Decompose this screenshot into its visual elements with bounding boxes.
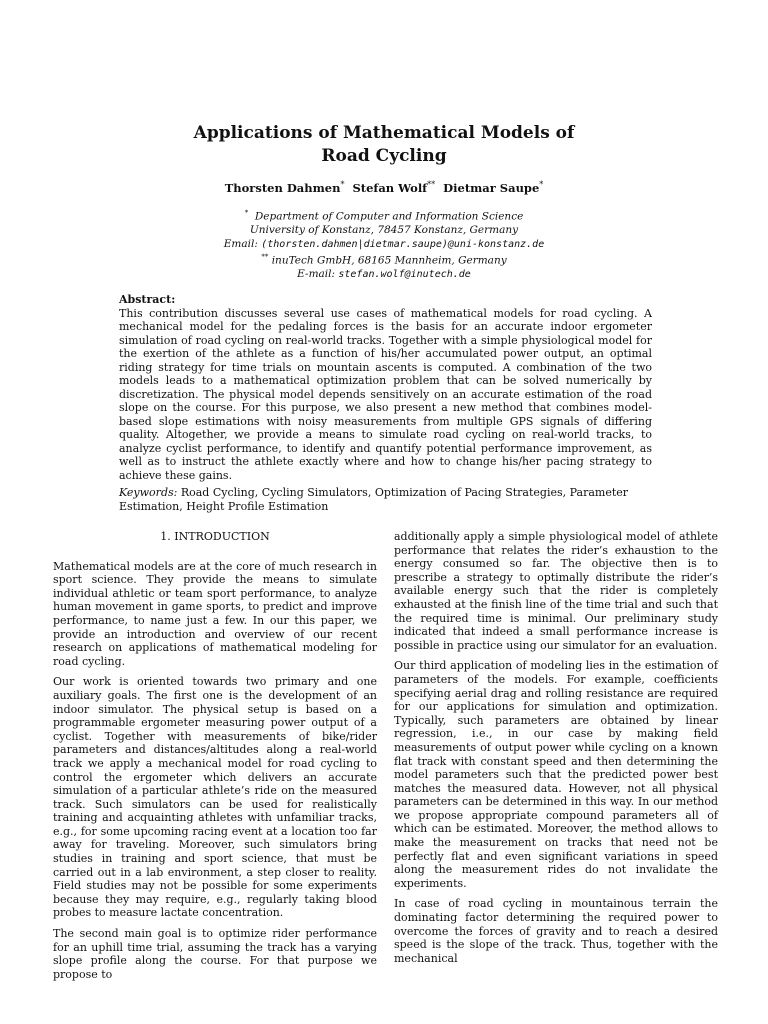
author-mark: * (340, 180, 345, 189)
title-line-1: Applications of Mathematical Models of (193, 123, 575, 143)
author-name: Stefan Wolf (352, 180, 428, 195)
email-address[interactable]: (thorsten.dahmen|dietmar.saupe)@uni-konstanz.de (261, 238, 545, 250)
affiliation-line-4: ** inuTech GmbH, 68165 Mannheim, Germany (261, 253, 507, 267)
affiliation-email-2: E-mail: stefan.wolf@inutech.de (297, 268, 471, 280)
abstract-text: This contribution discusses several use cases of mathematical models for road cycling. A mechanical model for the pedaling forces is the basis for an accurate indoor ergometer simulation of road cycling on real-world tracks. Together with a simple physiological model for the exertion of the athlete as a function of his/her accumulated power output, an optimal riding strategy for time trials on mountain ascents is computed. A combination of the two models leads to a mathematical optimization problem that can be solved numerically by discretization. The physical model depends sensitively on an accurate estimation of the road slope on the course. For this purpose, we also present a new method that combines model-based slope estimations with noisy measurements from multiple GPS signals of differing quality. Altogether, we provide a means to simulate road cycling on real-world tracks, to analyze cyclist performance, to identify and quantify potential performance improvement, as well as to instruct the athlete exactly where and how to change his/her pacing strategy to achieve these gains. (119, 306, 652, 482)
affiliation-email-1: Email: (thorsten.dahmen|dietmar.saupe)@uni-konstanz.de (223, 237, 545, 250)
affiliation-line-2: University of Konstanz, 78457 Konstanz, Germany (249, 224, 519, 236)
author-name: Thorsten Dahmen (224, 180, 341, 195)
body-paragraph: Mathematical models are at the core of much research in sport science. They provide the means to simulate individual athletic or team sport performance, to analyze human movement in game sports, to predict and improve performance, to name just a few. In our this paper, we provide an introduction and overview of our recent research on applications of mathematical modeling for road cycling. (53, 559, 377, 668)
keywords-text: Road Cycling, Cycling Simulators, Optimization of Pacing Strategies, Parameter Estimation, Height Profile Estimation (119, 486, 629, 513)
author-list (0, 180, 768, 195)
affiliation-mark: * (244, 209, 249, 217)
body-paragraph: Our third application of modeling lies in the estimation of parameters of the models. For example, coefficients specifying aerial drag and rolling resistance are required for our applications for simulation and optimization. Typically, such parameters are obtained by linear regression, i.e., in our case by making field measurements of output power while cycling on a known flat track with constant speed and then determining the model parameters such that the predicted power best matches the measured data. However, not all physical parameters can be determined in this way. In our method we propose appropriate compound parameters all of which can be estimated. Moreover, the method allows to make the measurement on tracks that need not be perfectly flat and even significant variations in speed along the measurement rides do not invalidate the experiments. (394, 659, 718, 890)
abstract-block (119, 293, 652, 482)
title-line-2: Road Cycling (321, 146, 447, 166)
keywords-block (119, 486, 652, 513)
right-column (394, 530, 718, 972)
affiliations (0, 207, 768, 282)
body-paragraph: additionally apply a simple physiological model of athlete performance that relates the rider’s exhaustion to the energy consumed so far. The objective then is to prescribe a strategy to optimally distribute the rider’s available energy such that the rider is completely exhausted at the finish line of the time trial and such that the required time is minimal. Our preliminary study indicated that indeed a small performance increase is possible in practice using our simulator for an evaluation. (394, 530, 718, 652)
author-mark: * (539, 180, 544, 189)
body-paragraph: The second main goal is to optimize rider performance for an uphill time trial, assuming the track has a varying slope profile along the course. For that purpose we propose to (53, 927, 377, 981)
section-heading: 1. INTRODUCTION (160, 530, 270, 543)
author-mark: ** (427, 180, 436, 189)
affiliation-line-1: * Department of Computer and Information Science (244, 209, 524, 223)
paper-title (0, 122, 768, 168)
affiliation-mark: ** (261, 253, 269, 261)
body-paragraph: Our work is oriented towards two primary and one auxiliary goals. The first one is the development of an indoor simulator. The physical setup is based on a programmable ergometer measuring power output of a cyclist. Together with measurements of bike/rider parameters and distances/altitudes along a real-world track we apply a mechanical model for road cycling to control the ergometer which delivers an accurate simulation of a particular athlete’s ride on the measured track. Such simulators can be used for realistically training and acquainting athletes with unfamiliar tracks, e.g., for some upcoming racing event at a location too far away for traveling. Moreover, such simulators bring studies in training and sport science, that must be carried out in a lab environment, a step closer to reality. Field studies may not be possible for some experiments because they may require, e.g., regularly taking blood probes to measure lactate concentration. (53, 675, 377, 920)
left-column (53, 530, 377, 988)
body-paragraph: In case of road cycling in mountainous terrain the dominating factor determining the required power to overcome the forces of gravity and to reach a desired speed is the slope of the track. Thus, together with the mechanical (394, 897, 718, 965)
keywords-label: Keywords: (119, 486, 178, 499)
author-name: Dietmar Saupe (443, 180, 540, 195)
abstract-heading: Abstract: (119, 293, 176, 306)
email-address[interactable]: stefan.wolf@inutech.de (338, 269, 471, 280)
